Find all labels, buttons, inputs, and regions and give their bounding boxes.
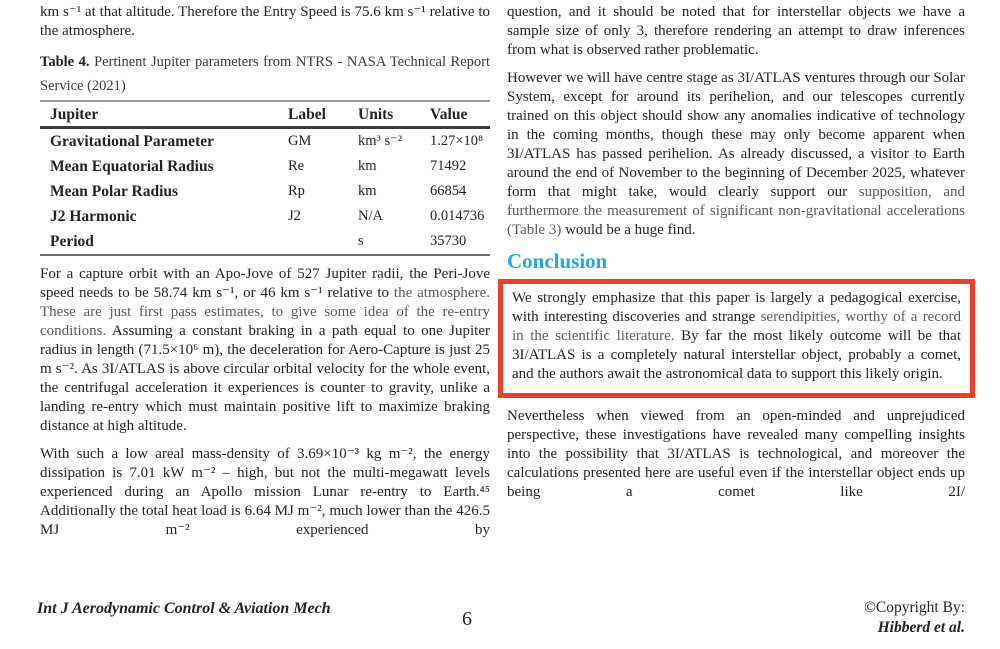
table-cell: GM [288, 133, 312, 149]
table-cell: km [358, 158, 377, 174]
table-header-cell: Units [358, 106, 394, 123]
table-cell: km [358, 183, 377, 199]
table-cell: 66854 [430, 183, 467, 199]
table-cell: Rp [288, 183, 305, 199]
left-column [40, 3, 490, 549]
paragraph-sample-size [507, 3, 965, 60]
table-cell: 35730 [430, 233, 467, 249]
table-cell: Mean Equatorial Radius [50, 158, 214, 175]
paragraph-conclusion [512, 289, 961, 384]
table-cell: 71492 [430, 158, 467, 174]
text-run: By far the most likely outcome will be that 3I/ATLAS is a completely natural interstellar object, probably a comet, and the authors await the astronomical data to support this likely origin. [512, 328, 961, 382]
paragraph-centre-stage [507, 69, 965, 240]
table-caption [40, 50, 490, 98]
table-cell [278, 229, 348, 255]
text-run: would be a huge find. [565, 222, 696, 238]
text-run: supposition, and furthermore the measurement of significant non-gravitational accelerations (Table 3) [507, 184, 966, 238]
page-number: 6 [462, 608, 472, 630]
table-cell: km³ s⁻² [358, 133, 403, 149]
table-cell: N/A [358, 208, 383, 224]
text-run: km s⁻¹ at that altitude. Therefore the Entry Speed is 75.6 km s⁻¹ relative to the atmosphere. [40, 4, 490, 39]
table-row [40, 154, 490, 179]
table-cell: J2 [288, 208, 301, 224]
text-run: With such a low areal mass-density of 3.69×10⁻³ kg m⁻², the energy dissipation is 7.01 kW m⁻² – high, but not the multi-megawatt levels experienced during an Apollo mission Lunar re-entry to Earth.⁴⁵ Additionally the total heat load is 6.64 MJ m⁻², much lower than the 426.5 MJ m⁻² experienced by [40, 446, 490, 538]
table-header-cell: Label [288, 106, 326, 123]
conclusion-heading: Conclusion [507, 249, 608, 273]
copyright-authors: Hibberd et al. [877, 619, 965, 636]
table-cell: s [358, 233, 364, 249]
paragraph-capture-orbit [40, 265, 490, 436]
table-header-cell: Value [430, 106, 468, 123]
table-cell: Mean Polar Radius [50, 183, 179, 200]
text-run: We strongly emphasize that this paper is largely a pedagogical exercise, with interesting discoveries and strange [512, 290, 961, 325]
table-row [40, 204, 490, 229]
table-row [40, 229, 490, 255]
text-run: serendipities, worthy of a record in the scientific literature. [512, 309, 961, 344]
table-row [40, 128, 490, 155]
text-run: For a capture orbit with an Apo-Jove of 527 Jupiter radii, the Peri-Jove speed needs to be 58.74 km s⁻¹, or 46 km s⁻¹ relative to [40, 266, 490, 301]
text-run: However we will have centre stage as 3I/ATLAS ventures through our Solar System, except for around its perihelion, and our telescopes currently trained on this object should show any anomalies indicative of technology in the coming months, though these may only become apparent when 3I/ATLAS has passed perihelion. As already discussed, a visitor to Earth around the end of November to the beginning of December 2025, whatever form that might take, would clearly support our [507, 70, 965, 200]
paragraph-entry-speed [40, 3, 490, 41]
text-run: Assuming a constant braking in a path equal to one Jupiter radius in length (71.5×10⁶ m), the deceleration for Aero-Capture is just 25 m s⁻². As 3I/ATLAS is above circular orbital velocity for the whole event, the centrifugal acceleration it experiences is counter to gravity, unlike a landing re-entry which must maintain positive lift to maximize braking distance at high altitude. [40, 323, 490, 434]
page-footer [0, 597, 1000, 647]
table-header-cell: Jupiter [50, 106, 99, 123]
table-caption-text: Pertinent Jupiter parameters from NTRS - NASA Technical Report Service (2021) [40, 54, 490, 94]
journal-title: Int J Aerodynamic Control & Aviation Mech [37, 600, 331, 617]
table-cell: Gravitational Parameter [50, 133, 214, 150]
table-cell: Re [288, 158, 305, 174]
table-cell: 0.014736 [430, 208, 485, 224]
table-cell: Period [50, 233, 94, 250]
table-cell: J2 Harmonic [50, 208, 137, 225]
table-caption-label: Table 4. [40, 54, 90, 70]
conclusion-highlight-box [498, 279, 975, 398]
copyright-label: ©Copyright By: [864, 599, 965, 616]
table-row [40, 179, 490, 204]
text-run: the atmosphere. These are just first pass estimates, to give some idea of the re-entry conditions. [40, 285, 490, 339]
table-header-row [40, 101, 490, 128]
jupiter-parameters-table [40, 100, 490, 256]
right-column [507, 3, 965, 511]
text-run: Nevertheless when viewed from an open-minded and unprejudiced perspective, these investigations have revealed many compelling insights into the possibility that 3I/ATLAS is technological, and moreover the calculations presented here are useful even if the interstellar object ends up being a comet like 2I/ [507, 408, 965, 500]
copyright-block [864, 598, 965, 638]
paragraph-nevertheless [507, 407, 965, 502]
table-cell: 1.27×10⁸ [430, 133, 484, 149]
paragraph-mass-density [40, 445, 490, 540]
text-run: question, and it should be noted that for interstellar objects we have a sample size of only 3, therefore rendering an attempt to draw inferences from what is observed rather problematic. [507, 4, 965, 58]
